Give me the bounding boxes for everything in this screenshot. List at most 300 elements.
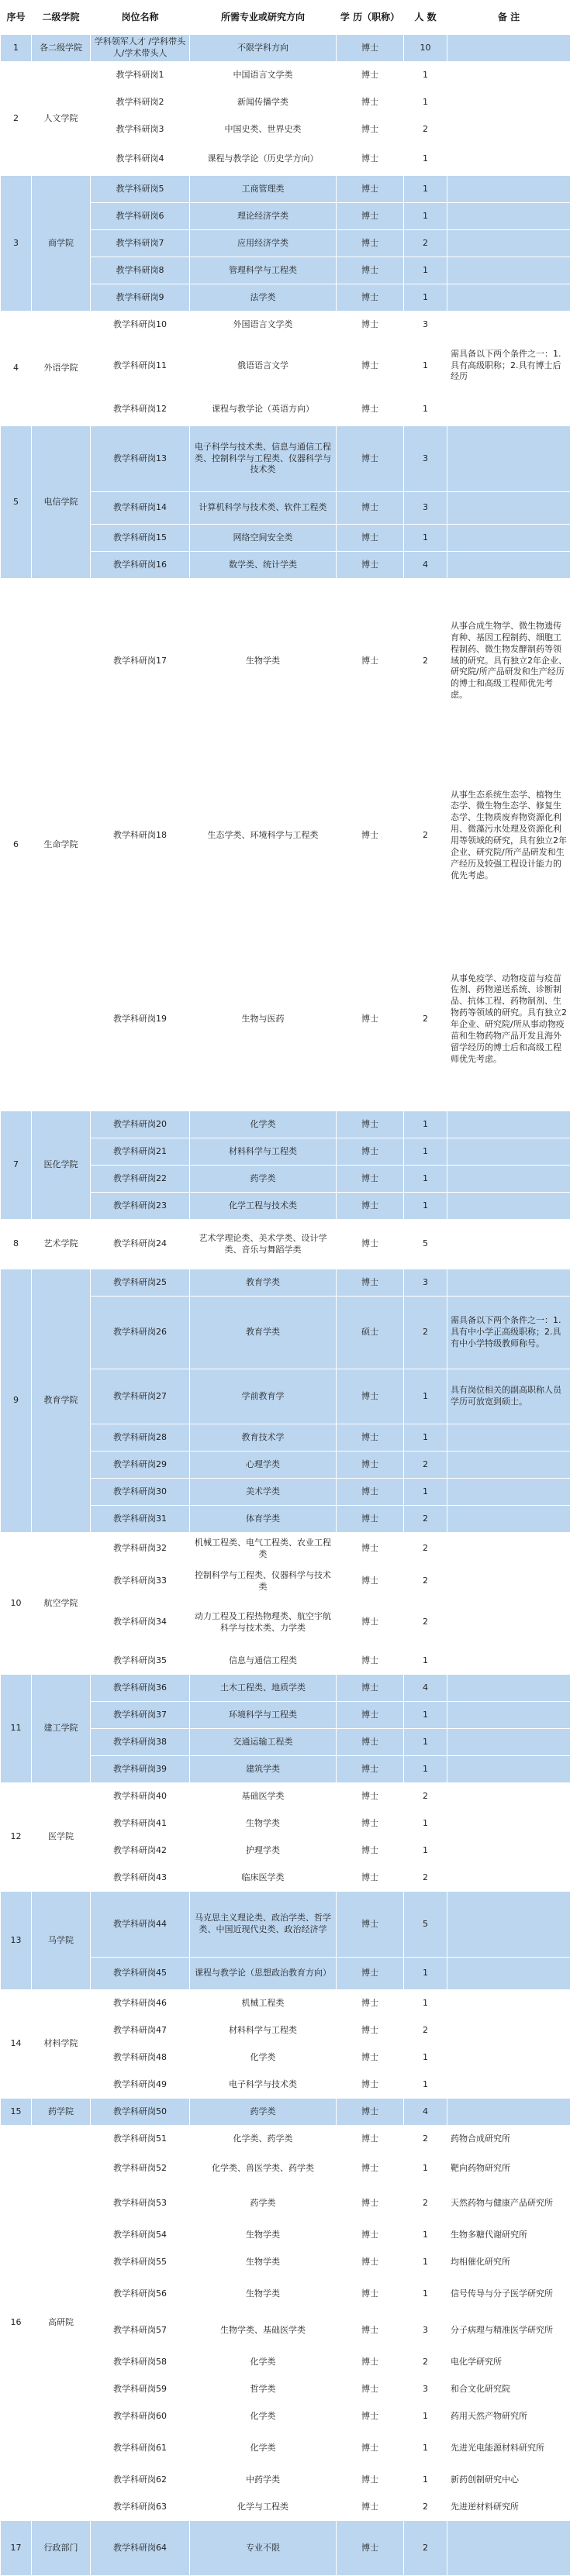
table-row <box>1 1990 570 2017</box>
education-cell: 博士 <box>337 2494 404 2521</box>
major-cell: 化学类、药学类 <box>190 2126 337 2153</box>
remark-cell: 信号传导与分子医学研究所 <box>447 2276 570 2313</box>
remark-cell <box>447 1675 570 1702</box>
education-cell: 博士 <box>337 1452 404 1479</box>
group-index-cell: 17 <box>1 2521 32 2576</box>
post-name-cell: 教学科研岗14 <box>91 492 190 525</box>
post-name-cell: 教学科研岗34 <box>91 1598 190 1648</box>
major-cell: 土木工程类、地质学类 <box>190 1675 337 1702</box>
education-cell: 博士 <box>337 1865 404 1892</box>
major-cell: 生态学类、环境科学与工程类 <box>190 744 337 928</box>
major-cell: 材料科学与工程类 <box>190 2017 337 2044</box>
group-index-cell: 11 <box>1 1675 32 1783</box>
education-cell: 博士 <box>337 525 404 552</box>
major-cell: 临床医学类 <box>190 1865 337 1892</box>
post-name-cell: 教学科研岗41 <box>91 1810 190 1837</box>
post-name-cell: 教学科研岗54 <box>91 2222 190 2249</box>
headcount-cell: 2 <box>404 2521 447 2576</box>
major-cell: 中国史类、世界史类 <box>190 116 337 143</box>
post-name-cell: 教学科研岗55 <box>91 2249 190 2276</box>
headcount-cell: 3 <box>404 492 447 525</box>
major-cell: 网络空间安全类 <box>190 525 337 552</box>
college-name-cell: 生命学院 <box>32 579 91 1111</box>
headcount-cell: 1 <box>404 89 447 116</box>
remark-cell <box>447 426 570 492</box>
education-cell: 硕士 <box>337 1297 404 1369</box>
post-name-cell: 教学科研岗13 <box>91 426 190 492</box>
major-cell: 课程与教学论（历史学方向） <box>190 143 337 176</box>
major-cell: 生物学类 <box>190 2222 337 2249</box>
education-cell: 博士 <box>337 1193 404 1220</box>
education-cell: 博士 <box>337 35 404 62</box>
major-cell: 美术学类 <box>190 1479 337 1506</box>
remark-cell: 和合文化研究院 <box>447 2376 570 2403</box>
headcount-cell: 10 <box>404 35 447 62</box>
headcount-cell: 2 <box>404 1297 447 1369</box>
headcount-cell: 4 <box>404 552 447 579</box>
education-cell: 博士 <box>337 1756 404 1783</box>
remark-cell <box>447 2044 570 2071</box>
remark-cell <box>447 1193 570 1220</box>
post-name-cell: 教学科研岗38 <box>91 1729 190 1756</box>
remark-cell <box>447 1892 570 1958</box>
major-cell: 生物学类、基础医学类 <box>190 2313 337 2349</box>
remark-cell: 药用天然产物研究所 <box>447 2403 570 2430</box>
education-cell: 博士 <box>337 426 404 492</box>
college-name-cell: 高研院 <box>32 2126 91 2521</box>
headcount-cell: 4 <box>404 2099 447 2126</box>
education-cell: 博士 <box>337 62 404 89</box>
remark-cell: 靶向药物研究所 <box>447 2153 570 2185</box>
post-name-cell: 教学科研岗46 <box>91 1990 190 2017</box>
post-name-cell: 教学科研岗5 <box>91 176 190 203</box>
table-row <box>1 312 570 339</box>
post-name-cell: 教学科研岗59 <box>91 2376 190 2403</box>
post-name-cell: 教学科研岗51 <box>91 2126 190 2153</box>
college-name-cell: 航空学院 <box>32 1533 91 1675</box>
education-cell: 博士 <box>337 1138 404 1166</box>
post-name-cell: 教学科研岗57 <box>91 2313 190 2349</box>
college-name-cell: 教育学院 <box>32 1269 91 1533</box>
post-name-cell: 教学科研岗62 <box>91 2467 190 2494</box>
education-cell: 博士 <box>337 257 404 284</box>
remark-cell: 需具备以下两个条件之一：1.具有高级职称；2.具有博士后经历 <box>447 339 570 394</box>
major-cell: 化学类 <box>190 2403 337 2430</box>
headcount-cell: 1 <box>404 1990 447 2017</box>
headcount-cell: 5 <box>404 1892 447 1958</box>
remark-cell <box>447 1729 570 1756</box>
education-cell: 博士 <box>337 2467 404 2494</box>
group-index-cell: 4 <box>1 312 32 426</box>
remark-cell <box>447 1138 570 1166</box>
headcount-cell: 1 <box>404 394 447 426</box>
headcount-cell: 1 <box>404 284 447 312</box>
major-cell: 化学与工程类 <box>190 2494 337 2521</box>
post-name-cell: 教学科研岗49 <box>91 2071 190 2099</box>
major-cell: 体育学类 <box>190 1506 337 1533</box>
table-row <box>1 1533 570 1565</box>
major-cell: 化学类、兽医学类、药学类 <box>190 2153 337 2185</box>
education-cell: 博士 <box>337 339 404 394</box>
headcount-cell: 2 <box>404 1452 447 1479</box>
remark-cell <box>447 203 570 230</box>
education-cell: 博士 <box>337 1424 404 1452</box>
education-cell: 博士 <box>337 1783 404 1810</box>
remark-cell: 电化学研究所 <box>447 2349 570 2376</box>
education-cell: 博士 <box>337 1220 404 1269</box>
education-cell: 博士 <box>337 1565 404 1598</box>
group-index-cell: 14 <box>1 1990 32 2099</box>
major-cell: 药学类 <box>190 2185 337 2222</box>
major-cell: 环境科学与工程类 <box>190 1702 337 1729</box>
remark-cell <box>447 1533 570 1565</box>
major-cell: 课程与教学论（英语方向） <box>190 394 337 426</box>
college-name-cell: 各二级学院 <box>32 35 91 62</box>
headcount-cell: 2 <box>404 1533 447 1565</box>
post-name-cell: 教学科研岗47 <box>91 2017 190 2044</box>
remark-cell <box>447 1166 570 1193</box>
remark-cell: 生物多糖代谢研究所 <box>447 2222 570 2249</box>
header-remark: 备 注 <box>447 1 570 35</box>
college-name-cell: 药学院 <box>32 2099 91 2126</box>
remark-cell: 先进光电能源材料研究所 <box>447 2430 570 2467</box>
major-cell: 机械工程类 <box>190 1990 337 2017</box>
post-name-cell: 教学科研岗17 <box>91 579 190 744</box>
post-name-cell: 教学科研岗2 <box>91 89 190 116</box>
post-name-cell: 教学科研岗30 <box>91 1479 190 1506</box>
major-cell: 护理学类 <box>190 1837 337 1865</box>
remark-cell <box>447 2099 570 2126</box>
table-row <box>1 1111 570 1138</box>
remark-cell: 药物合成研究所 <box>447 2126 570 2153</box>
post-name-cell: 教学科研岗21 <box>91 1138 190 1166</box>
headcount-cell: 1 <box>404 1702 447 1729</box>
major-cell: 化学工程与技术类 <box>190 1193 337 1220</box>
education-cell: 博士 <box>337 312 404 339</box>
headcount-cell: 1 <box>404 1193 447 1220</box>
education-cell: 博士 <box>337 1729 404 1756</box>
post-name-cell: 教学科研岗53 <box>91 2185 190 2222</box>
major-cell: 建筑学类 <box>190 1756 337 1783</box>
post-name-cell: 教学科研岗8 <box>91 257 190 284</box>
education-cell: 博士 <box>337 492 404 525</box>
major-cell: 中药学类 <box>190 2467 337 2494</box>
headcount-cell: 1 <box>404 525 447 552</box>
remark-cell <box>447 2017 570 2044</box>
post-name-cell: 教学科研岗64 <box>91 2521 190 2576</box>
post-name-cell: 教学科研岗4 <box>91 143 190 176</box>
college-name-cell: 人文学院 <box>32 62 91 176</box>
remark-cell <box>447 1837 570 1865</box>
headcount-cell: 1 <box>404 2403 447 2430</box>
major-cell: 生物与医药 <box>190 928 337 1111</box>
table-row <box>1 1892 570 1958</box>
post-name-cell: 教学科研岗52 <box>91 2153 190 2185</box>
headcount-cell: 1 <box>404 1810 447 1837</box>
education-cell: 博士 <box>337 143 404 176</box>
remark-cell <box>447 1598 570 1648</box>
post-name-cell: 教学科研岗48 <box>91 2044 190 2071</box>
table-row <box>1 426 570 492</box>
remark-cell <box>447 284 570 312</box>
group-index-cell: 13 <box>1 1892 32 1990</box>
headcount-cell: 2 <box>404 2185 447 2222</box>
headcount-cell: 3 <box>404 2313 447 2349</box>
education-cell: 博士 <box>337 89 404 116</box>
major-cell: 新闻传播学类 <box>190 89 337 116</box>
post-name-cell: 教学科研岗16 <box>91 552 190 579</box>
major-cell: 电子科学与技术类 <box>190 2071 337 2099</box>
table-row <box>1 2126 570 2153</box>
education-cell: 博士 <box>337 1892 404 1958</box>
major-cell: 课程与教学论（思想政治教育方向） <box>190 1958 337 1990</box>
remark-cell: 均相催化研究所 <box>447 2249 570 2276</box>
table-row <box>1 1783 570 1810</box>
post-name-cell: 教学科研岗26 <box>91 1297 190 1369</box>
post-name-cell: 教学科研岗27 <box>91 1369 190 1424</box>
remark-cell: 天然药物与健康产品研究所 <box>447 2185 570 2222</box>
headcount-cell: 1 <box>404 2222 447 2249</box>
post-name-cell: 教学科研岗24 <box>91 1220 190 1269</box>
education-cell: 博士 <box>337 2017 404 2044</box>
post-name-cell: 教学科研岗3 <box>91 116 190 143</box>
education-cell: 博士 <box>337 1837 404 1865</box>
table-row <box>1 2521 570 2576</box>
education-cell: 博士 <box>337 552 404 579</box>
headcount-cell: 1 <box>404 176 447 203</box>
college-name-cell: 医学院 <box>32 1783 91 1892</box>
table-row <box>1 1269 570 1297</box>
remark-cell <box>447 1565 570 1598</box>
headcount-cell: 1 <box>404 2430 447 2467</box>
remark-cell: 新药创制研究中心 <box>447 2467 570 2494</box>
remark-cell <box>447 1479 570 1506</box>
major-cell: 材料科学与工程类 <box>190 1138 337 1166</box>
post-name-cell: 教学科研岗37 <box>91 1702 190 1729</box>
major-cell: 生物学类 <box>190 579 337 744</box>
headcount-cell: 2 <box>404 2017 447 2044</box>
remark-cell <box>447 1865 570 1892</box>
major-cell: 教育学类 <box>190 1269 337 1297</box>
group-index-cell: 10 <box>1 1533 32 1675</box>
major-cell: 专业不限 <box>190 2521 337 2576</box>
headcount-cell: 2 <box>404 744 447 928</box>
headcount-cell: 3 <box>404 2376 447 2403</box>
post-name-cell: 教学科研岗36 <box>91 1675 190 1702</box>
post-name-cell: 教学科研岗60 <box>91 2403 190 2430</box>
remark-cell <box>447 2521 570 2576</box>
education-cell: 博士 <box>337 394 404 426</box>
education-cell: 博士 <box>337 2126 404 2153</box>
remark-cell <box>447 394 570 426</box>
post-name-cell: 教学科研岗20 <box>91 1111 190 1138</box>
group-index-cell: 7 <box>1 1111 32 1220</box>
headcount-cell: 1 <box>404 2249 447 2276</box>
education-cell: 博士 <box>337 2276 404 2313</box>
header-education: 学 历（职称） <box>337 1 404 35</box>
table-row <box>1 62 570 89</box>
major-cell: 化学类 <box>190 2044 337 2071</box>
college-name-cell: 医化学院 <box>32 1111 91 1220</box>
education-cell: 博士 <box>337 2349 404 2376</box>
post-name-cell: 教学科研岗33 <box>91 1565 190 1598</box>
header-index: 序号 <box>1 1 32 35</box>
headcount-cell: 2 <box>404 1506 447 1533</box>
education-cell: 博士 <box>337 2249 404 2276</box>
major-cell: 交通运输工程类 <box>190 1729 337 1756</box>
major-cell: 法学类 <box>190 284 337 312</box>
major-cell: 不限学科方向 <box>190 35 337 62</box>
table-row <box>1 35 570 62</box>
post-name-cell: 教学科研岗19 <box>91 928 190 1111</box>
post-name-cell: 教学科研岗12 <box>91 394 190 426</box>
education-cell: 博士 <box>337 2071 404 2099</box>
major-cell: 基础医学类 <box>190 1783 337 1810</box>
table-row <box>1 1675 570 1702</box>
remark-cell <box>447 1269 570 1297</box>
post-name-cell: 教学科研岗45 <box>91 1958 190 1990</box>
remark-cell <box>447 176 570 203</box>
group-index-cell: 16 <box>1 2126 32 2521</box>
post-name-cell: 教学科研岗18 <box>91 744 190 928</box>
header-college: 二级学院 <box>32 1 91 35</box>
education-cell: 博士 <box>337 2185 404 2222</box>
remark-cell: 从事免疫学、动物疫苗与疫苗佐剂、药物递送系统、诊断制品、抗体工程、药物制剂、生物药等领域的研究。具有独立2年企业、研究院/所从事动物疫苗和生物药物产品开发且海外留学经历的博士后和高级工程师优先考虑。 <box>447 928 570 1111</box>
table-row <box>1 176 570 203</box>
headcount-cell: 1 <box>404 2044 447 2071</box>
remark-cell: 需具备以下两个条件之一：1.具有中小学正高级职称；2.具有中小学特级教师称号。 <box>447 1297 570 1369</box>
post-name-cell: 教学科研岗25 <box>91 1269 190 1297</box>
education-cell: 博士 <box>337 2044 404 2071</box>
major-cell: 哲学类 <box>190 2376 337 2403</box>
major-cell: 化学类 <box>190 2349 337 2376</box>
remark-cell: 具有岗位相关的副高职称人员学历可放宽到硕士。 <box>447 1369 570 1424</box>
headcount-cell: 1 <box>404 62 447 89</box>
education-cell: 博士 <box>337 2313 404 2349</box>
headcount-cell: 1 <box>404 1837 447 1865</box>
headcount-cell: 1 <box>404 1111 447 1138</box>
major-cell: 教育学类 <box>190 1297 337 1369</box>
post-name-cell: 教学科研岗32 <box>91 1533 190 1565</box>
remark-cell <box>447 1506 570 1533</box>
major-cell: 学前教育学 <box>190 1369 337 1424</box>
remark-cell <box>447 143 570 176</box>
major-cell: 理论经济学类 <box>190 203 337 230</box>
header-count: 人 数 <box>404 1 447 35</box>
group-index-cell: 2 <box>1 62 32 176</box>
headcount-cell: 2 <box>404 1865 447 1892</box>
major-cell: 电子科学与技术类、信息与通信工程类、控制科学与工程类、仪器科学与技术类 <box>190 426 337 492</box>
remark-cell: 从事合成生物学、微生物遗传育种、基因工程制药、细胞工程制药、微生物发酵制药等领域的研究。具有独立2年企业、研究院/所产品研发和生产经历的博士和高级工程师优先考虑。 <box>447 579 570 744</box>
group-index-cell: 3 <box>1 176 32 312</box>
education-cell: 博士 <box>337 1111 404 1138</box>
education-cell: 博士 <box>337 579 404 744</box>
headcount-cell: 1 <box>404 1648 447 1675</box>
group-index-cell: 9 <box>1 1269 32 1533</box>
college-name-cell: 商学院 <box>32 176 91 312</box>
education-cell: 博士 <box>337 2153 404 2185</box>
education-cell: 博士 <box>337 1479 404 1506</box>
education-cell: 博士 <box>337 2222 404 2249</box>
post-name-cell: 教学科研岗9 <box>91 284 190 312</box>
post-name-cell: 教学科研岗63 <box>91 2494 190 2521</box>
remark-cell <box>447 552 570 579</box>
post-name-cell: 教学科研岗29 <box>91 1452 190 1479</box>
major-cell: 管理科学与工程类 <box>190 257 337 284</box>
post-name-cell: 教学科研岗28 <box>91 1424 190 1452</box>
remark-cell <box>447 230 570 257</box>
post-name-cell: 教学科研岗31 <box>91 1506 190 1533</box>
group-index-cell: 5 <box>1 426 32 579</box>
remark-cell <box>447 312 570 339</box>
headcount-cell: 1 <box>404 1479 447 1506</box>
post-name-cell: 教学科研岗7 <box>91 230 190 257</box>
post-name-cell: 教学科研岗42 <box>91 1837 190 1865</box>
post-name-cell: 教学科研岗61 <box>91 2430 190 2467</box>
education-cell: 博士 <box>337 2403 404 2430</box>
headcount-cell: 2 <box>404 1783 447 1810</box>
headcount-cell: 2 <box>404 230 447 257</box>
major-cell: 动力工程及工程热物理类、航空宇航科学与技术类、力学类 <box>190 1598 337 1648</box>
remark-cell <box>447 1756 570 1783</box>
education-cell: 博士 <box>337 2099 404 2126</box>
education-cell: 博士 <box>337 1369 404 1424</box>
table-row <box>1 579 570 744</box>
remark-cell <box>447 492 570 525</box>
post-name-cell: 教学科研岗15 <box>91 525 190 552</box>
headcount-cell: 1 <box>404 1729 447 1756</box>
header-major: 所需专业或研究方向 <box>190 1 337 35</box>
remark-cell <box>447 525 570 552</box>
major-cell: 俄语语言文学 <box>190 339 337 394</box>
headcount-cell: 1 <box>404 2467 447 2494</box>
headcount-cell: 1 <box>404 1958 447 1990</box>
education-cell: 博士 <box>337 1598 404 1648</box>
post-name-cell: 教学科研岗40 <box>91 1783 190 1810</box>
education-cell: 博士 <box>337 2521 404 2576</box>
table-body <box>1 35 570 2576</box>
group-index-cell: 6 <box>1 579 32 1111</box>
education-cell: 博士 <box>337 928 404 1111</box>
post-name-cell: 教学科研岗22 <box>91 1166 190 1193</box>
education-cell: 博士 <box>337 284 404 312</box>
headcount-cell: 1 <box>404 1166 447 1193</box>
post-name-cell: 教学科研岗44 <box>91 1892 190 1958</box>
post-name-cell: 教学科研岗10 <box>91 312 190 339</box>
post-name-cell: 教学科研岗39 <box>91 1756 190 1783</box>
college-name-cell: 外语学院 <box>32 312 91 426</box>
education-cell: 博士 <box>337 1533 404 1565</box>
headcount-cell: 1 <box>404 203 447 230</box>
headcount-cell: 2 <box>404 2349 447 2376</box>
major-cell: 药学类 <box>190 1166 337 1193</box>
post-name-cell: 教学科研岗35 <box>91 1648 190 1675</box>
major-cell: 数学类、统计学类 <box>190 552 337 579</box>
remark-cell <box>447 1702 570 1729</box>
headcount-cell: 2 <box>404 579 447 744</box>
education-cell: 博士 <box>337 1648 404 1675</box>
major-cell: 艺术学理论类、美术学类、设计学类、音乐与舞蹈学类 <box>190 1220 337 1269</box>
remark-cell <box>447 1990 570 2017</box>
headcount-cell: 1 <box>404 143 447 176</box>
headcount-cell: 3 <box>404 1269 447 1297</box>
headcount-cell: 1 <box>404 2153 447 2185</box>
college-name-cell: 电信学院 <box>32 426 91 579</box>
education-cell: 博士 <box>337 1166 404 1193</box>
post-name-cell: 教学科研岗43 <box>91 1865 190 1892</box>
remark-cell: 从事生态系统生态学、植物生态学、微生物生态学、修复生态学、生物质废弃物资源化利用、微藻污水处理及资源化利用等领域的研究，具有独立2年企业、研究院/所产品研发和生产经历及较强工程设计能力的优先考虑。 <box>447 744 570 928</box>
headcount-cell: 1 <box>404 2071 447 2099</box>
